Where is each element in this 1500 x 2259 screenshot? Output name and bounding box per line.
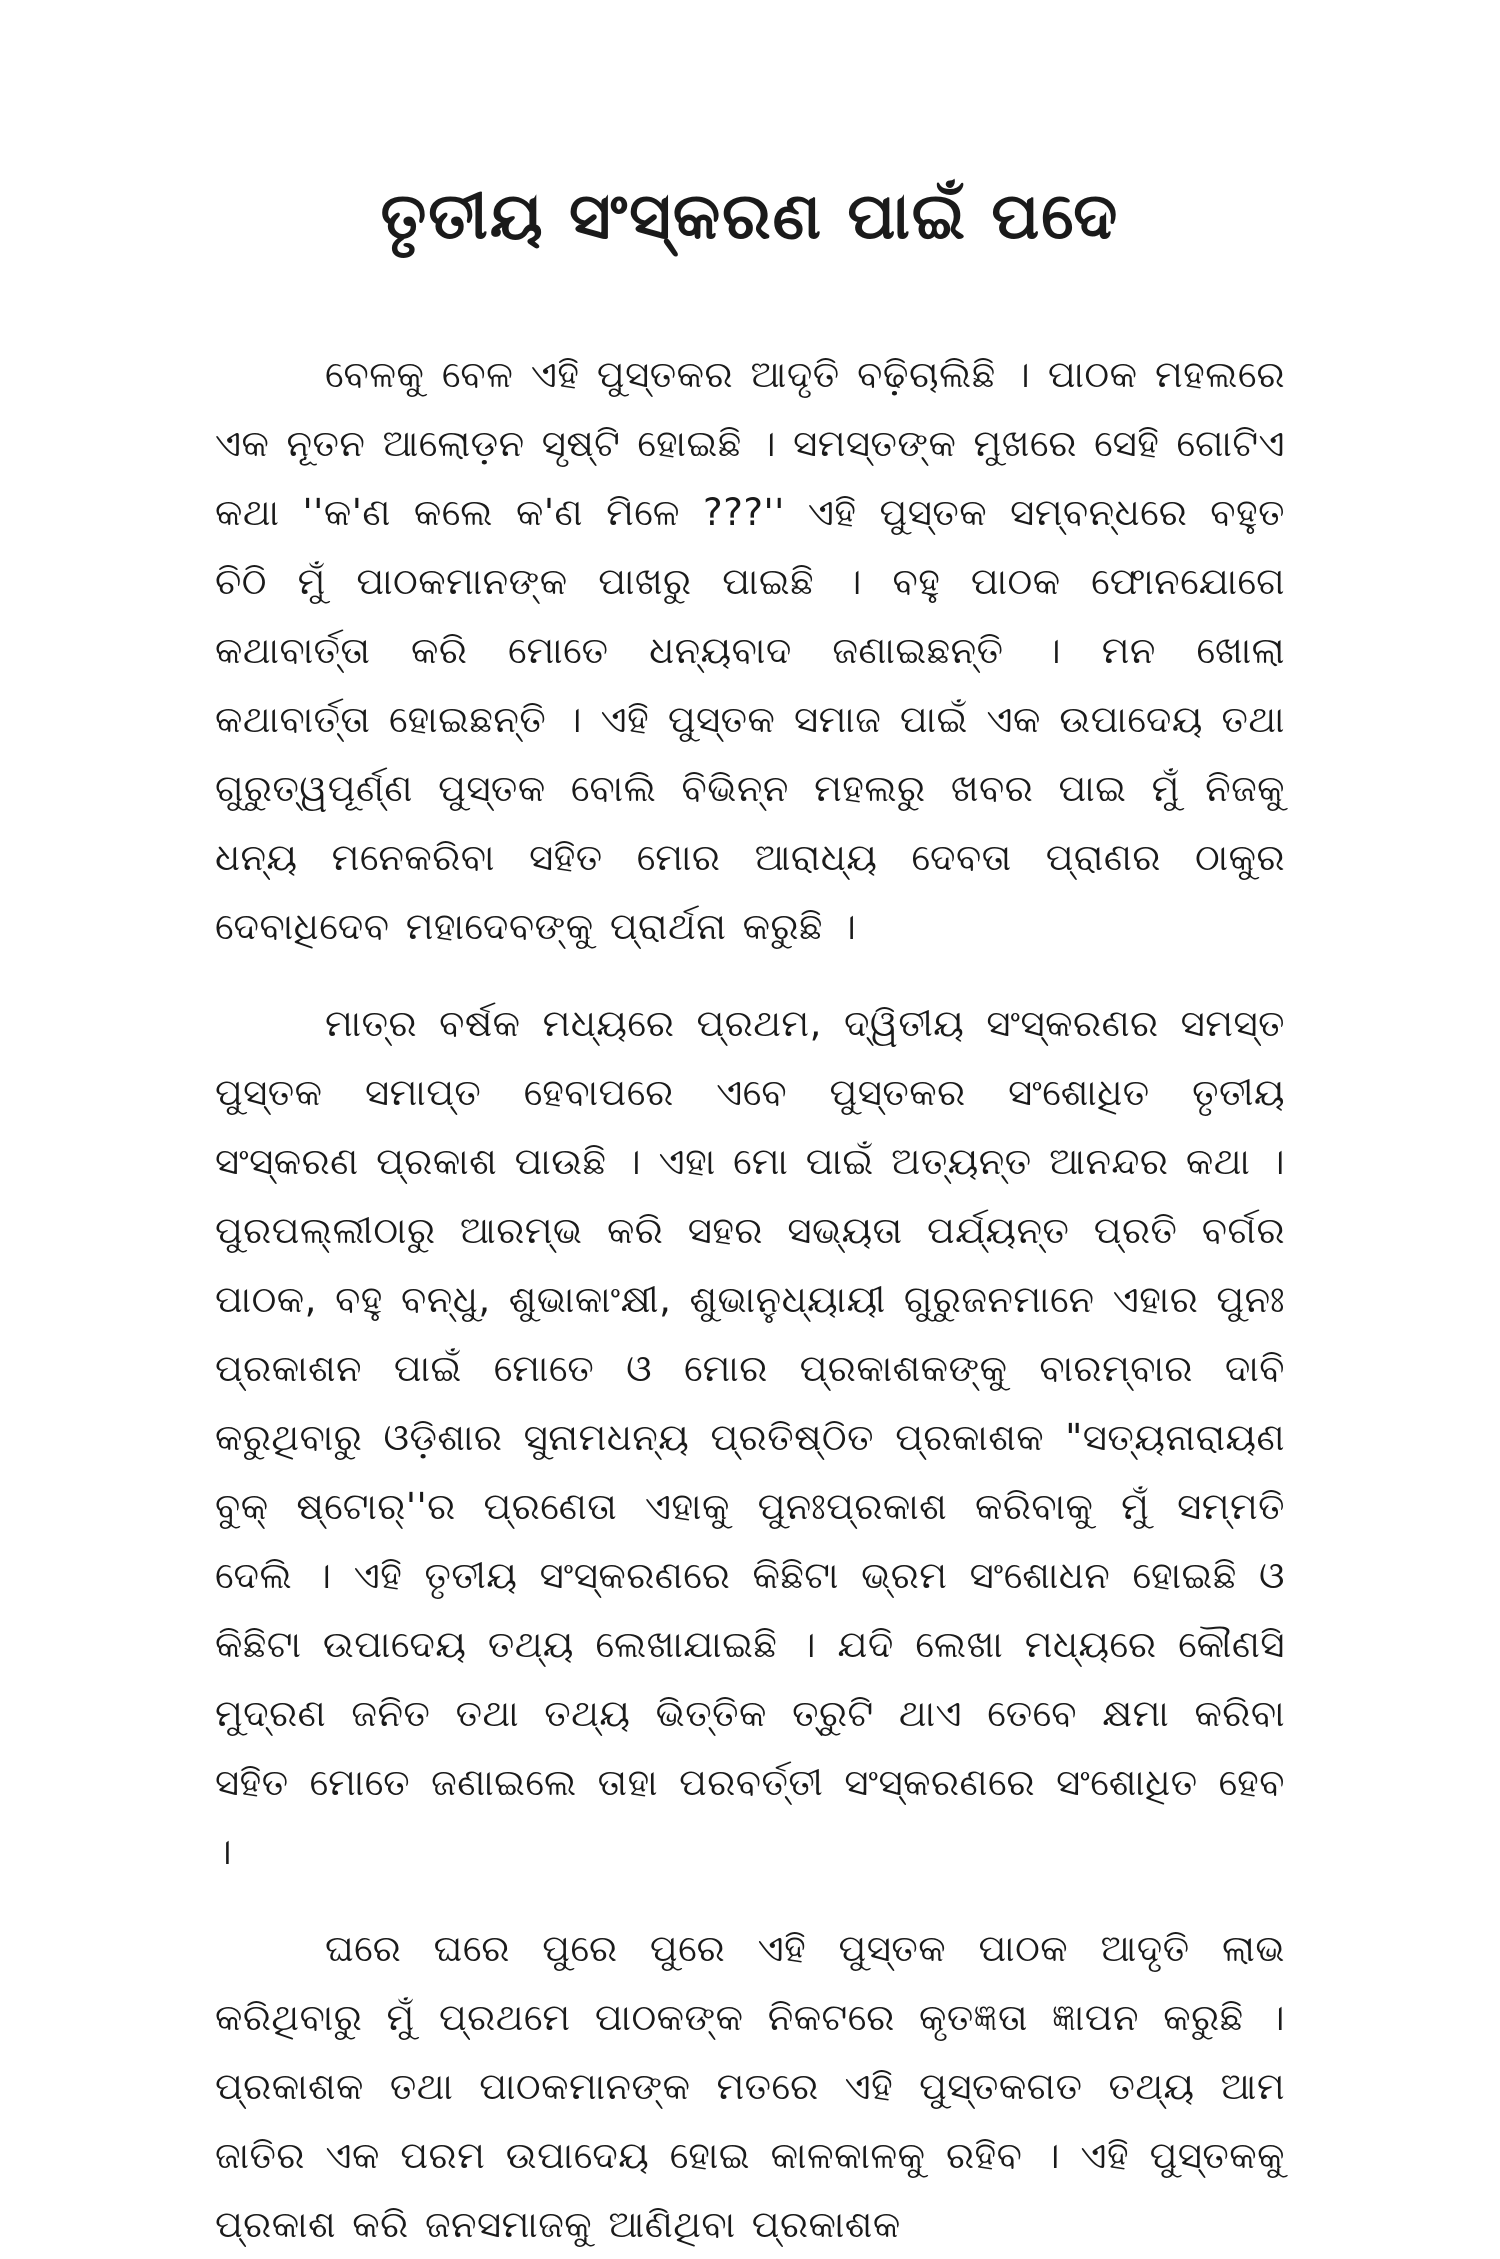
paragraph-1: ବେଳକୁ ବେଳ ଏହି ପୁସ୍ତକର ଆଦୃତି ବଢ଼ିଚାଲିଛି । ପାଠକ ମହଲରେ ଏକ ନୂତନ ଆଲୋଡ଼ନ ସୃଷ୍ଟି ହୋଇଛି । ସମସ୍ତଙ୍କ ମୁଖରେ ସେହି ଗୋଟିଏ କଥା ''କ'ଣ କଲେ କ'ଣ ମିଳେ ???'' ଏହି ପୁସ୍ତକ ସମ୍ବନ୍ଧରେ ବହୁତ ଚିଠି ମୁଁ ପାଠକମାନଙ୍କ ପାଖରୁ ପାଇଛି । ବହୁ ପାଠକ ଫୋନଯୋଗେ କଥାବାର୍ତ୍ତା କରି ମୋତେ ଧନ୍ୟବାଦ ଜଣାଇଛନ୍ତି । ମନ ଖୋଲା କଥାବାର୍ତ୍ତା ହୋଇଛନ୍ତି । ଏହି ପୁସ୍ତକ ସମାଜ ପାଇଁ ଏକ ଉପାଦେୟ ତଥା ଗୁରୁତ୍ୱପୂର୍ଣ୍ଣ ପୁସ୍ତକ ବୋଲି ବିଭିନ୍ନ ମହଲରୁ ଖବର ପାଇ ମୁଁ ନିଜକୁ ଧନ୍ୟ ମନେକରିବା ସହିତ ମୋର ଆରାଧ୍ୟ ଦେବତା ପ୍ରାଣର ଠାକୁର ଦେବାଧିଦେବ ମହାଦେବଙ୍କୁ ପ୍ରାର୍ଥନା କରୁଛି । (215, 353, 1285, 948)
paragraph-3: ଘରେ ଘରେ ପୁରେ ପୁରେ ଏହି ପୁସ୍ତକ ପାଠକ ଆଦୃତି ଲାଭ କରିଥିବାରୁ ମୁଁ ପ୍ରଥମେ ପାଠକଙ୍କ ନିକଟରେ କୃତଜ୍ଞତା ଜ୍ଞାପନ କରୁଛି । ପ୍ରକାଶକ ତଥା ପାଠକମାନଙ୍କ ମତରେ ଏହି ପୁସ୍ତକଗତ ତଥ୍ୟ ଆମ ଜାତିର ଏକ ପରମ ଉପାଦେୟ ହୋଇ କାଳକାଳକୁ ରହିବ । ଏହି ପୁସ୍ତକକୁ ପ୍ରକାଶ କରି ଜନସମାଜକୁ ଆଣିଥିବା ପ୍ରକାଶକ (215, 1927, 1285, 2246)
paragraph-2: ମାତ୍ର ବର୍ଷକ ମଧ୍ୟରେ ପ୍ରଥମ, ଦ୍ୱିତୀୟ ସଂସ୍କରଣର ସମସ୍ତ ପୁସ୍ତକ ସମାପ୍ତ ହେବାପରେ ଏବେ ପୁସ୍ତକର ସଂଶୋଧିତ ତୃତୀୟ ସଂସ୍କରଣ ପ୍ରକାଶ ପାଉଛି । ଏହା ମୋ ପାଇଁ ଅତ୍ୟନ୍ତ ଆନନ୍ଦର କଥା । ପୁରପଲ୍ଲୀଠାରୁ ଆରମ୍ଭ କରି ସହର ସଭ୍ୟତା ପର୍ଯ୍ୟନ୍ତ ପ୍ରତି ବର୍ଗର ପାଠକ, ବହୁ ବନ୍ଧୁ, ଶୁଭାକାଂକ୍ଷୀ, ଶୁଭାନୁଧ୍ୟାୟୀ ଗୁରୁଜନମାନେ ଏହାର ପୁନଃ ପ୍ରକାଶନ ପାଇଁ ମୋତେ ଓ ମୋର ପ୍ରକାଶକଙ୍କୁ ବାରମ୍ବାର ଦାବି କରୁଥିବାରୁ ଓଡ଼ିଶାର ସୁନାମଧନ୍ୟ ପ୍ରତିଷ୍ଠିତ ପ୍ରକାଶକ "ସତ୍ୟନାରାୟଣ ବୁକ୍ ଷ୍ଟୋର୍''ର ପ୍ରଣେତା ଏହାକୁ ପୁନଃପ୍ରକାଶ କରିବାକୁ ମୁଁ ସମ୍ମତି ଦେଲି । ଏହି ତୃତୀୟ ସଂସ୍କରଣରେ କିଛିଟା ଭ୍ରମ ସଂଶୋଧନ ହୋଇଛି ଓ କିଛିଟା ଉପାଦେୟ ତଥ୍ୟ ଲେଖାଯାଇଛି । ଯଦି ଲେଖା ମଧ୍ୟରେ କୌଣସି ମୁଦ୍ରଣ ଜନିତ ତଥା ତଥ୍ୟ ଭିତ୍ତିକ ତ୍ରୁଟି ଥାଏ ତେବେ କ୍ଷମା କରିବା ସହିତ ମୋତେ ଜଣାଇଲେ ତାହା ପରବର୍ତ୍ତୀ ସଂସ୍କରଣରେ ସଂଶୋଧିତ ହେବ । (215, 1002, 1285, 1873)
page-title: ତୃତୀୟ ସଂସ୍କରଣ ପାଇଁ ପଦେ (380, 180, 1120, 254)
document-body (215, 340, 1285, 2259)
